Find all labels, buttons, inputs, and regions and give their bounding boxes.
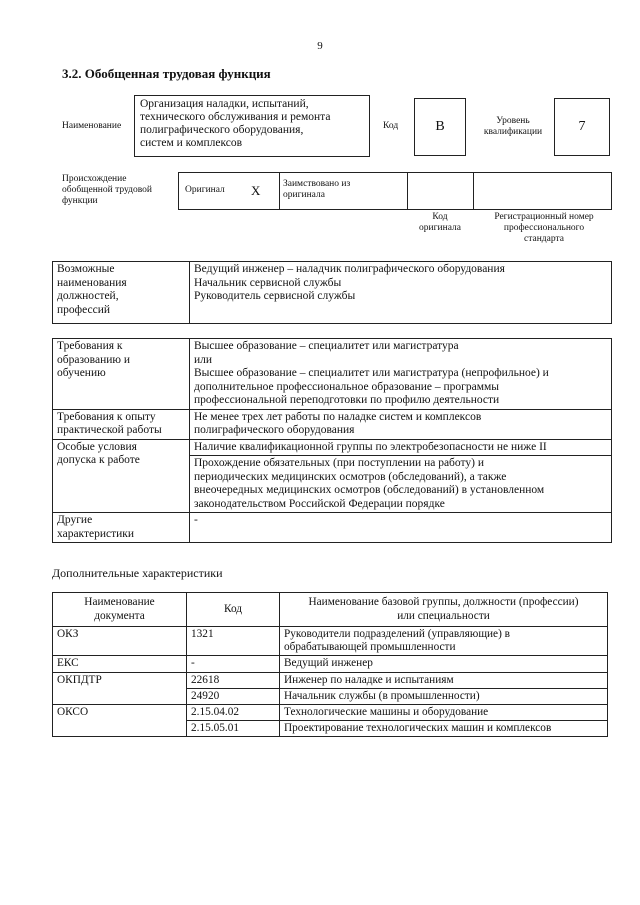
doc-cell: ОКПДТР	[53, 672, 187, 704]
name-cell: Руководители подразделений (управляющие) в обрабатывающей промышленности	[280, 627, 608, 656]
code-cell: 1321	[187, 627, 280, 656]
requirements-label: Требования к опыту практической работы	[53, 409, 190, 439]
doc-cell: ОКСО	[53, 705, 187, 737]
section-title: 3.2. Обобщенная трудовая функция	[62, 66, 271, 81]
doc-cell: ОКЗ	[53, 627, 187, 656]
table-row	[53, 705, 608, 721]
code-box	[414, 98, 466, 156]
requirements-table	[52, 338, 612, 543]
name-value: Организация наладки, испытаний, технического обслуживания и ремонта полиграфического оборудования, систем и комплексов	[140, 98, 331, 149]
requirements-value: -	[190, 513, 612, 543]
positions-table	[52, 261, 612, 324]
name-cell: Проектирование технологических машин и комплексов	[280, 721, 608, 737]
doc-cell: ЕКС	[53, 656, 187, 672]
requirements-value: Наличие квалификационной группы по электробезопасности не ниже II	[190, 439, 612, 456]
origin-table	[178, 172, 612, 210]
requirements-label: Другие характеристики	[53, 513, 190, 543]
table-row	[53, 656, 608, 672]
divider	[279, 173, 280, 209]
original-mark: X	[251, 183, 261, 198]
name-cell: Инженер по наладке и испытаниям	[280, 672, 608, 688]
code-cell: 22618	[187, 672, 280, 688]
code-cell: 2.15.04.02	[187, 705, 280, 721]
code-cell: -	[187, 656, 280, 672]
name-label: Наименование	[62, 121, 122, 131]
level-label: Уровень квалификации	[483, 116, 543, 137]
table-row	[53, 627, 608, 656]
column-header: Код	[187, 593, 280, 627]
level-box	[554, 98, 610, 156]
divider	[473, 173, 474, 209]
requirements-value: Не менее трех лет работы по наладке систем и комплексов полиграфического оборудования	[190, 409, 612, 439]
code-value: B	[435, 119, 445, 134]
code-cell: 24920	[187, 688, 280, 704]
name-value-box	[134, 95, 370, 157]
additional-table	[52, 592, 608, 737]
name-cell: Технологические машины и оборудование	[280, 705, 608, 721]
additional-title: Дополнительные характеристики	[52, 566, 223, 580]
divider	[407, 173, 408, 209]
code-original-label: Код оригинала	[419, 212, 461, 233]
code-label: Код	[383, 121, 399, 131]
requirements-value: Прохождение обязательных (при поступлении на работу) и периодических медицинских осмотров (обследований), а также внеочередных медицинских осмотров (обследований) в установленном законодательством Российской Федерации порядке	[190, 456, 612, 513]
table-row	[53, 672, 608, 688]
page-number: 9	[317, 40, 323, 52]
positions-values: Ведущий инженер – наладчик полиграфического оборудования Начальник сервисной службы Руководитель сервисной службы	[190, 262, 612, 324]
name-cell: Начальник службы (в промышленности)	[280, 688, 608, 704]
column-header: Наименование базовой группы, должности (профессии) или специальности	[280, 593, 608, 627]
level-value: 7	[578, 119, 586, 134]
code-cell: 2.15.05.01	[187, 721, 280, 737]
original-label: Оригинал	[185, 185, 225, 195]
positions-label: Возможные наименования должностей, профессий	[53, 262, 190, 324]
name-cell: Ведущий инженер	[280, 656, 608, 672]
requirements-label: Требования к образованию и обучению	[53, 339, 190, 410]
origin-label: Происхождение обобщенной трудовой функции	[62, 174, 152, 206]
reg-number-label: Регистрационный номер профессионального стандарта	[494, 212, 594, 244]
requirements-label: Особые условия допуска к работе	[53, 439, 190, 513]
requirements-value: Высшее образование – специалитет или магистратура или Высшее образование – специалитет или магистратура (непрофильное) и дополнительное профессиональное образование – программы профессиональной переподготовки по профилю деятельности	[190, 339, 612, 410]
borrowed-label: Заимствовано из оригинала	[283, 179, 351, 200]
column-header: Наименование документа	[53, 593, 187, 627]
